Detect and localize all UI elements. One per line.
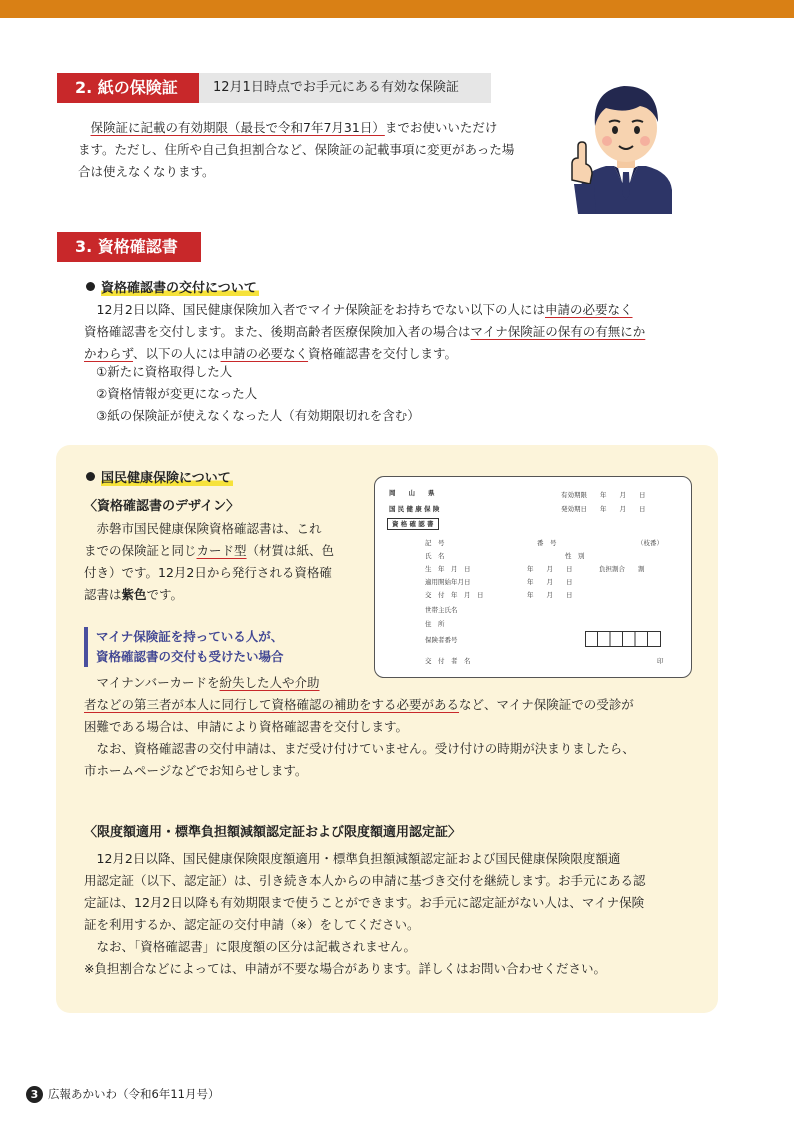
design-paragraph: 赤磐市国民健康保険資格確認書は、これ までの保険証と同じカード型（材質は紙、色 付き）です。12月2日から発行される資格確 認書は紫色です。 bbox=[84, 521, 335, 602]
page-footer bbox=[26, 1085, 219, 1103]
publication-name: 広報あかいわ（令和6年11月号） bbox=[48, 1087, 220, 1101]
section-2-paragraph: 保険証に記載の有効期限（最長で令和7年7月31日）までお使いいただけ ます。ただし、住所や自己負担割合など、保険証の記載事項に変更があった場 合は使えなくなります。 bbox=[78, 120, 515, 179]
section-3-paragraph: 12月2日以降、国民健康保険加入者でマイナ保険証をお持ちでない以下の人には申請の必要なく 資格確認書を交付します。また、後期高齢者医療保険加入者の場合はマイナ保険証の保有の有無にか かわらず、以下の人には申請の必要なく資格確認書を交付します。 bbox=[84, 302, 646, 361]
maina-callout: マイナ保険証を持っている人が、 資格確認書の交付も受けたい場合 bbox=[84, 627, 344, 667]
section-2-title: 2. 紙の保険証 bbox=[57, 73, 199, 103]
expiry-underline: 保険証に記載の有効期限（最長で令和7年7月31日） bbox=[90, 120, 385, 135]
design-subheading: 〈資格確認書のデザイン〉 bbox=[84, 499, 240, 514]
limit-certificate-paragraph: 12月2日以降、国民健康保険限度額適用・標準負担額減額認定証および国民健康保険限度額適 用認定証（以下、認定証）は、引き続き本人からの申請に基づき交付を継続します。お手元にある認 定証は、12月2日以降も有効期限まで使うことができます。お手元に認定証がない人は、マイナ保険 証を利用するか、認定証の交付申請（※）をしてください。 なお、「資格確認書」に限度額の区分は記載されません。 ※負担割合などによっては、申請が不要な場合があります。詳しくはお問い合わせください。 bbox=[84, 851, 646, 976]
issuance-bullet-heading: 資格確認書の交付について bbox=[86, 279, 259, 299]
card-valid-date: 有効期限 年 月 日 bbox=[561, 491, 646, 499]
eligibility-list bbox=[96, 361, 420, 427]
qualification-certificate-sample: 岡 山 県 国 民 健 康 保 険 資 格 確 認 書 有効期限 年 月 日 発効期日 年 月 日 記 号 番 号 （枝番） 氏 名 性 別 生 年 月 日 年 月 日 負担割合 割 適用開始年月日 年 月 日 交 付 年 月 日 年 月 日 世帯主氏名 住 所 保険者番号 交 付 者 名 印 bbox=[374, 476, 692, 678]
page-number-badge: 3 bbox=[26, 1086, 43, 1103]
maina-paragraph: マイナンバーカードを紛失した人や介助 者などの第三者が本人に同行して資格確認の補助をする必要があるなど、マイナ保険証での受診が 困難である場合は、申請により資格確認書を交付します。 なお、資格確認書の交付申請は、まだ受け付けていません。受け付けの時期が決まりましたら、 市ホームページなどでお知らせします。 bbox=[84, 675, 635, 778]
card-insurer: 国 民 健 康 保 険 bbox=[389, 505, 440, 513]
card-issued-date: 発効期日 年 月 日 bbox=[561, 505, 646, 513]
card-prefecture: 岡 山 県 bbox=[389, 489, 435, 497]
top-accent-bar bbox=[0, 0, 794, 18]
pointing-man-illustration bbox=[566, 72, 686, 214]
list-item: ①新たに資格取得した人 bbox=[96, 364, 233, 379]
list-item: ②資格情報が変更になった人 bbox=[96, 386, 258, 401]
card-doc-title: 資 格 確 認 書 bbox=[387, 518, 439, 530]
list-item: ③紙の保険証が使えなくなった人（有効期限切れを含む） bbox=[96, 408, 420, 423]
limit-certificate-subheading: 〈限度額適用・標準負担額減額認定証および限度額適用認定証〉 bbox=[84, 825, 462, 840]
kokuho-bullet-heading: 国民健康保険について bbox=[86, 469, 233, 489]
bullet-dot-icon bbox=[86, 282, 95, 291]
section-3-title: 3. 資格確認書 bbox=[57, 232, 201, 262]
section-2-subtitle: 12月1日時点でお手元にある有効な保険証 bbox=[199, 73, 491, 103]
insurer-number-boxes bbox=[585, 631, 661, 647]
bullet-dot-icon bbox=[86, 472, 95, 481]
